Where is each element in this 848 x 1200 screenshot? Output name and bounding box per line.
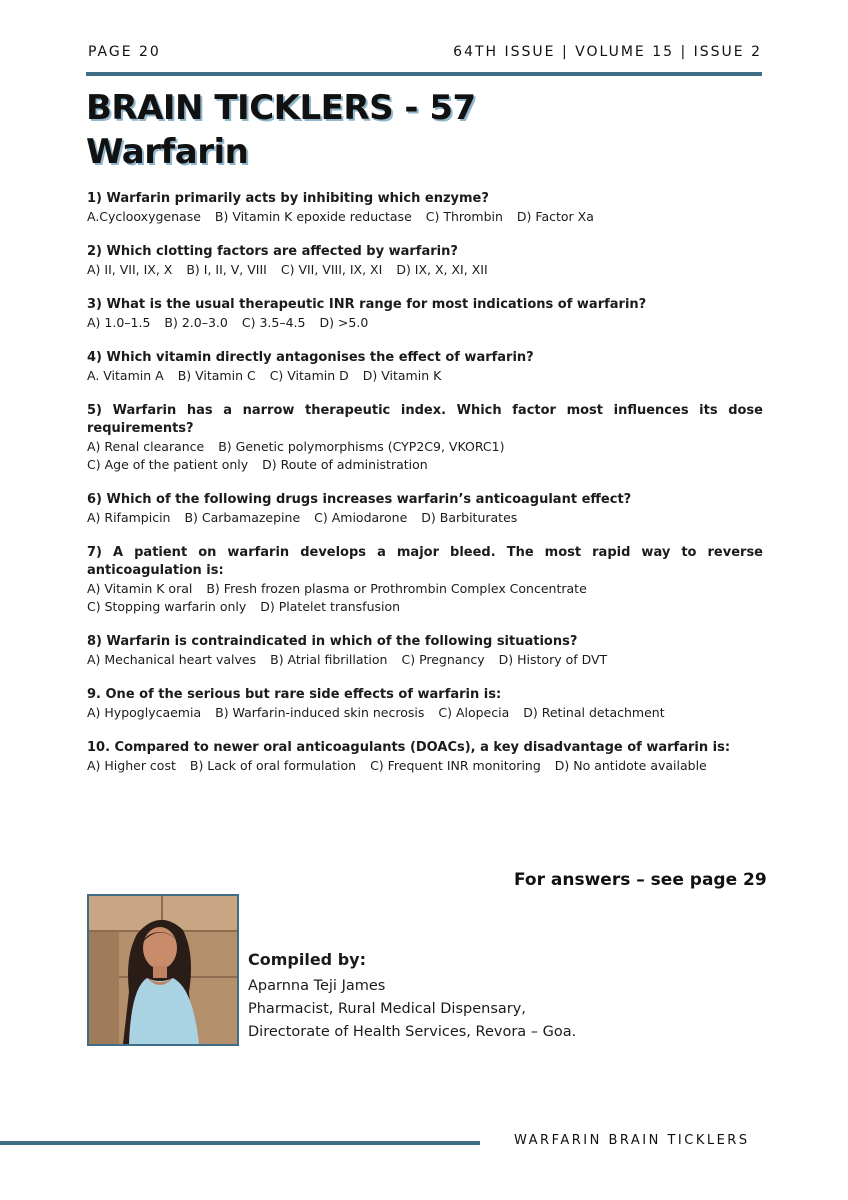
- compiled-by-label: Compiled by:: [248, 950, 366, 969]
- option-a: A) II, VII, IX, X: [87, 262, 173, 277]
- question-options: [87, 651, 763, 669]
- question-7: [87, 544, 763, 616]
- question-text: 8) Warfarin is contraindicated in which of the following situations?: [87, 634, 578, 649]
- option-a: A) Higher cost: [87, 758, 176, 773]
- option-d: D) Route of administration: [262, 457, 428, 472]
- question-8: [87, 633, 763, 669]
- option-c: C) Alopecia: [438, 705, 510, 720]
- option-d: D) IX, X, XI, XII: [396, 262, 488, 277]
- option-a: A. Vitamin A: [87, 368, 164, 383]
- question-options: [87, 367, 763, 385]
- option-a: A.Cyclooxygenase: [87, 209, 201, 224]
- question-options-row-1: [87, 438, 763, 456]
- option-c: C) Thrombin: [425, 209, 503, 224]
- question-options: [87, 208, 763, 226]
- option-b: B) Genetic polymorphisms (CYP2C9, VKORC1): [218, 439, 505, 454]
- title-line-2: Warfarin: [86, 132, 249, 172]
- option-c: C) Stopping warfarin only: [87, 599, 247, 614]
- option-b: B) Vitamin K epoxide reductase: [214, 209, 412, 224]
- option-c: C) VII, VIII, IX, XI: [280, 262, 383, 277]
- option-d: D) History of DVT: [498, 652, 608, 667]
- option-c: C) Amiodarone: [314, 510, 408, 525]
- question-1: [87, 190, 763, 226]
- answers-note: For answers – see page 29: [514, 870, 767, 890]
- option-c: C) 3.5–4.5: [241, 315, 306, 330]
- option-c: C) Age of the patient only: [87, 457, 249, 472]
- page-header: [88, 42, 762, 62]
- option-a: A) 1.0–1.5: [87, 315, 151, 330]
- question-options: [87, 704, 763, 722]
- question-4: [87, 349, 763, 385]
- option-c: C) Vitamin D: [269, 368, 349, 383]
- question-text: 2) Which clotting factors are affected by warfarin?: [87, 244, 458, 259]
- question-text: 3) What is the usual therapeutic INR range for most indications of warfarin?: [87, 297, 647, 312]
- issue-info: 64TH ISSUE | VOLUME 15 | ISSUE 2: [453, 44, 762, 60]
- question-10: [87, 739, 763, 775]
- question-options: [87, 757, 763, 775]
- option-d: D) Factor Xa: [516, 209, 594, 224]
- question-5: [87, 402, 763, 474]
- question-options: [87, 261, 763, 279]
- question-list: [87, 190, 763, 792]
- option-b: B) Vitamin C: [177, 368, 256, 383]
- option-b: B) Atrial fibrillation: [270, 652, 388, 667]
- compiler-name: Aparnna Teji James: [248, 978, 386, 994]
- question-text: 1) Warfarin primarily acts by inhibiting which enzyme?: [87, 191, 489, 206]
- question-text: 7) A patient on warfarin develops a major bleed. The most rapid way to reverse anticoagulation is:: [87, 545, 763, 578]
- question-options-row-2: [87, 598, 763, 616]
- question-text: 5) Warfarin has a narrow therapeutic index. Which factor most influences its dose requirements?: [87, 403, 763, 436]
- question-text: 6) Which of the following drugs increases warfarin’s anticoagulant effect?: [87, 492, 632, 507]
- option-d: D) Barbiturates: [421, 510, 518, 525]
- header-rule: [86, 72, 762, 76]
- option-c: C) Pregnancy: [401, 652, 485, 667]
- question-options-row-1: [87, 580, 763, 598]
- compiler-organization: Directorate of Health Services, Revora – Goa.: [248, 1024, 577, 1040]
- page-footer: WARFARIN BRAIN TICKLERS: [514, 1133, 750, 1148]
- option-b: B) Fresh frozen plasma or Prothrombin Complex Concentrate: [206, 581, 587, 596]
- title-line-1: BRAIN TICKLERS - 57: [86, 88, 476, 128]
- question-9: [87, 686, 763, 722]
- option-b: B) Lack of oral formulation: [189, 758, 357, 773]
- question-2: [87, 243, 763, 279]
- compiler-photo: [87, 894, 239, 1046]
- question-3: [87, 296, 763, 332]
- option-d: D) Vitamin K: [362, 368, 442, 383]
- page-title: [86, 86, 476, 174]
- option-a: A) Mechanical heart valves: [87, 652, 257, 667]
- compiled-by-block: [248, 950, 688, 1044]
- footer-rule: [0, 1141, 480, 1145]
- option-a: A) Vitamin K oral: [87, 581, 193, 596]
- option-d: D) No antidote available: [554, 758, 707, 773]
- option-d: D) Retinal detachment: [523, 705, 665, 720]
- option-a: A) Hypoglycaemia: [87, 705, 202, 720]
- option-a: A) Rifampicin: [87, 510, 171, 525]
- option-a: A) Renal clearance: [87, 439, 205, 454]
- question-text: 9. One of the serious but rare side effects of warfarin is:: [87, 687, 502, 702]
- option-b: B) Warfarin-induced skin necrosis: [215, 705, 425, 720]
- question-options: [87, 509, 763, 527]
- portrait-illustration: [89, 896, 237, 1044]
- compiler-role: Pharmacist, Rural Medical Dispensary,: [248, 1001, 526, 1017]
- page-number: PAGE 20: [88, 44, 161, 60]
- question-6: [87, 491, 763, 527]
- option-c: C) Frequent INR monitoring: [370, 758, 541, 773]
- question-options: [87, 314, 763, 332]
- option-d: D) >5.0: [319, 315, 369, 330]
- option-d: D) Platelet transfusion: [260, 599, 401, 614]
- option-b: B) 2.0–3.0: [164, 315, 228, 330]
- question-text: 10. Compared to newer oral anticoagulants (DOACs), a key disadvantage of warfarin is:: [87, 740, 731, 755]
- option-b: B) I, II, V, VIII: [186, 262, 267, 277]
- question-text: 4) Which vitamin directly antagonises the effect of warfarin?: [87, 350, 534, 365]
- option-b: B) Carbamazepine: [184, 510, 301, 525]
- question-options-row-2: [87, 456, 763, 474]
